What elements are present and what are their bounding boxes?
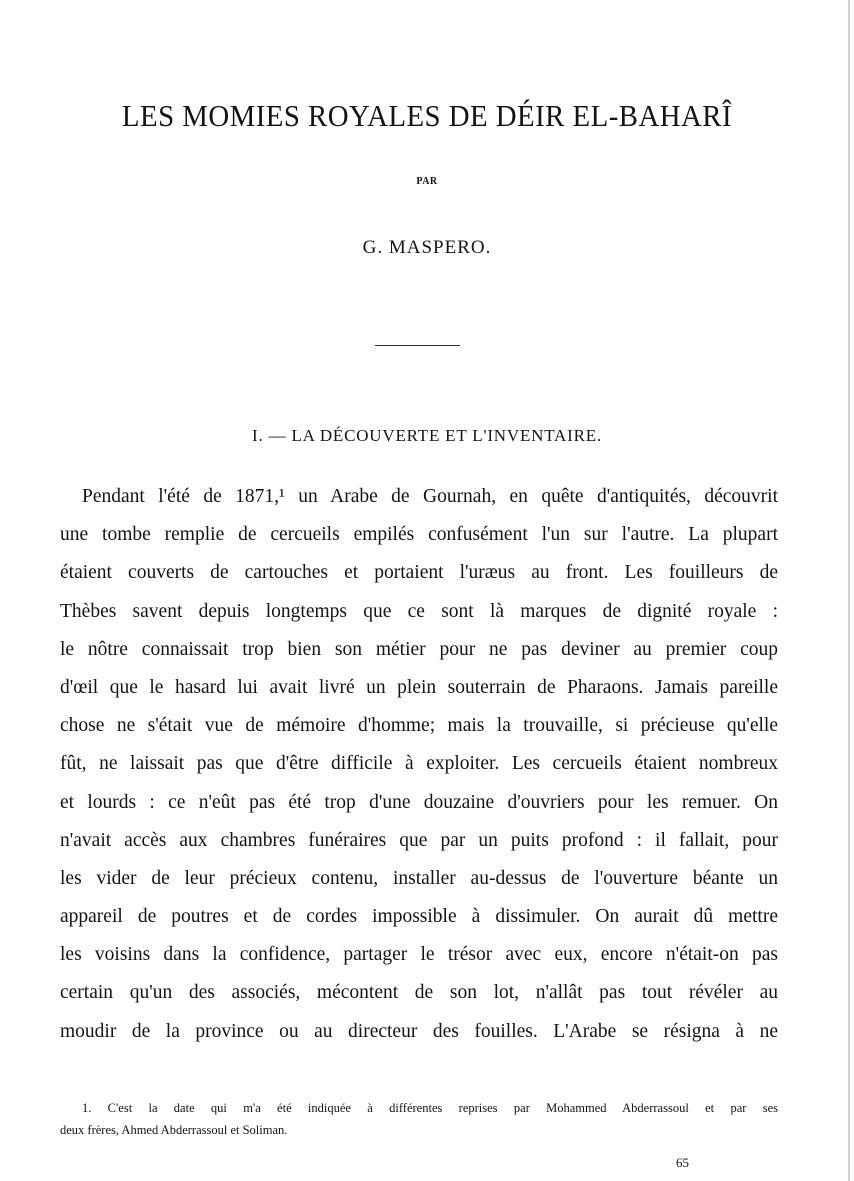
body-line: et lourds : ce n'eût pas été trop d'une douzaine d'ouvriers pour les remuer. On: [60, 791, 778, 813]
body-line: Pendant l'été de 1871,¹ un Arabe de Gournah, en quête d'antiquités, découvrit: [82, 486, 778, 507]
section-heading: I. — LA DÉCOUVERTE ET L'INVENTAIRE.: [252, 426, 602, 445]
footnote: [60, 1097, 778, 1141]
body-line: moudir de la province ou au directeur des fouilles. L'Arabe se résigna à ne: [60, 1020, 778, 1042]
body-line: chose ne s'était vue de mémoire d'homme; mais la trouvaille, si précieuse qu'elle: [60, 715, 778, 737]
footnote-line: deux frères, Ahmed Abderrassoul et Soliman.: [60, 1123, 288, 1137]
title-divider: [375, 345, 460, 346]
page-title: LES MOMIES ROYALES DE DÉIR EL-BAHARÎ: [121, 98, 733, 133]
body-line: étaient couverts de cartouches et portaient l'uræus au front. Les fouilleurs de: [60, 562, 778, 584]
author-name: G. MASPERO.: [362, 237, 492, 258]
body-line: appareil de poutres et de cordes impossible à dissimuler. On aurait dû mettre: [60, 906, 778, 928]
body-line: d'œil que le hasard lui avait livré un plein souterrain de Pharaons. Jamais pareille: [60, 676, 778, 698]
page-number: 65: [676, 1155, 689, 1170]
byline-par: PAR: [416, 176, 438, 187]
body-line: Thèbes savent depuis longtemps que ce sont là marques de dignité royale :: [60, 600, 778, 622]
footnote-line: 1. C'est la date qui m'a été indiquée à différentes reprises par Mohammed Abderrassoul et par ses: [82, 1101, 778, 1115]
body-line: les voisins dans la confidence, partager le trésor avec eux, encore n'était-on pas: [60, 944, 778, 966]
body-line: fût, ne laissait pas que d'être difficile à exploiter. Les cercueils étaient nombreux: [60, 753, 778, 775]
body-line: certain qu'un des associés, mécontent de son lot, n'allât pas tout révéler au: [60, 982, 778, 1004]
body-paragraph: [60, 478, 778, 1051]
body-line: le nôtre connaissait trop bien son métier pour ne pas deviner au premier coup: [60, 638, 778, 660]
body-line: n'avait accès aux chambres funéraires que par un puits profond : il fallait, pour: [60, 829, 778, 851]
body-line: les vider de leur précieux contenu, installer au-dessus de l'ouverture béante un: [60, 867, 778, 889]
body-line: une tombe remplie de cercueils empilés confusément l'un sur l'autre. La plupart: [60, 524, 778, 546]
